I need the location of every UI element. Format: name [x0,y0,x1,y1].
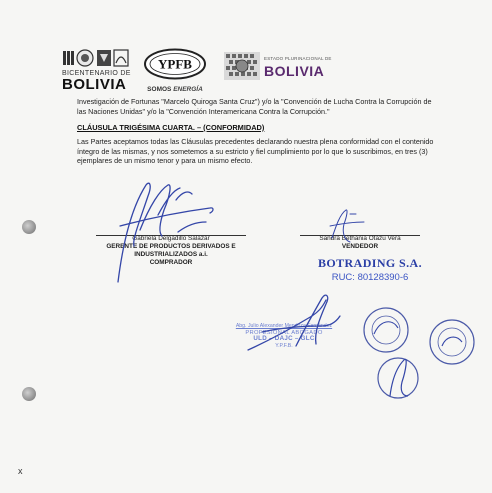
buyer-role: COMPRADOR [149,259,193,266]
seller-role: VENDEDOR [341,243,379,250]
seller-handwritten-signature [330,210,364,242]
estado-title: BOLIVIA [264,63,325,79]
buyer-name: Gabriela Delgadillo Salazar [132,235,210,242]
buyer-title-line2: INDUSTRIALIZADOS a.i. [134,251,208,258]
bicentenario-title: BOLIVIA [62,76,127,93]
ypfb-logo-text: YPFB [158,56,192,72]
estado-subtitle: ESTADO PLURINACIONAL DE [264,56,332,61]
botrading-name: BOTRADING S.A. [318,256,422,270]
bicentenario-subtitle: BICENTENARIO DE [62,70,131,77]
botrading-ruc: RUC: 80128390-6 [331,272,409,283]
legal-advisor-title: PROFESIONAL ABOGADO [245,329,323,336]
buyer-handwritten-signature [118,183,213,282]
round-seal-botrading [430,320,474,364]
round-seal-initials [378,358,418,398]
seller-name: Sandra Bethania Otazu Vera [319,235,401,242]
clause-34-title: CLÁUSULA TRIGÉSIMA CUARTA. – (CONFORMIDAD) [77,123,265,132]
buyer-title-line1: GERENTE DE PRODUCTOS DERIVADOS E [106,243,236,250]
round-seal-legal [364,308,408,352]
paragraph-corruption-conventions: Investigación de Fortunas "Marcelo Quiroga Santa Cruz") y/o la "Convención de Lucha Contra la Corrupción de las Naciones Unidas" y/o la "Convención Interamericana Contra la Corrupción." [77,97,432,116]
legal-advisor-name: Abg. Julio Alexander Mendoza Fernández [235,323,333,329]
ypfb-slogan-text: SOMOS [147,86,172,93]
legal-advisor-unit: ULD – DAJC – GLC [253,335,315,342]
legal-advisor-org: Y.P.F.B. [275,342,293,349]
margin-mark: x [18,466,23,476]
legal-advisor-handwritten-signature [248,295,340,350]
ypfb-slogan-emphasis: ENERGÍA [173,86,203,93]
paragraph-conformity: Las Partes aceptamos todas las Cláusulas precedentes declarando nuestra plena conformidad con el contenido íntegro de las mismas, y nos sometemos a su estricto y fiel cumplimiento por lo que lo suscribimos, en tres (3) ejemplares de un mismo tenor y para un mismo efecto. [77,137,434,166]
